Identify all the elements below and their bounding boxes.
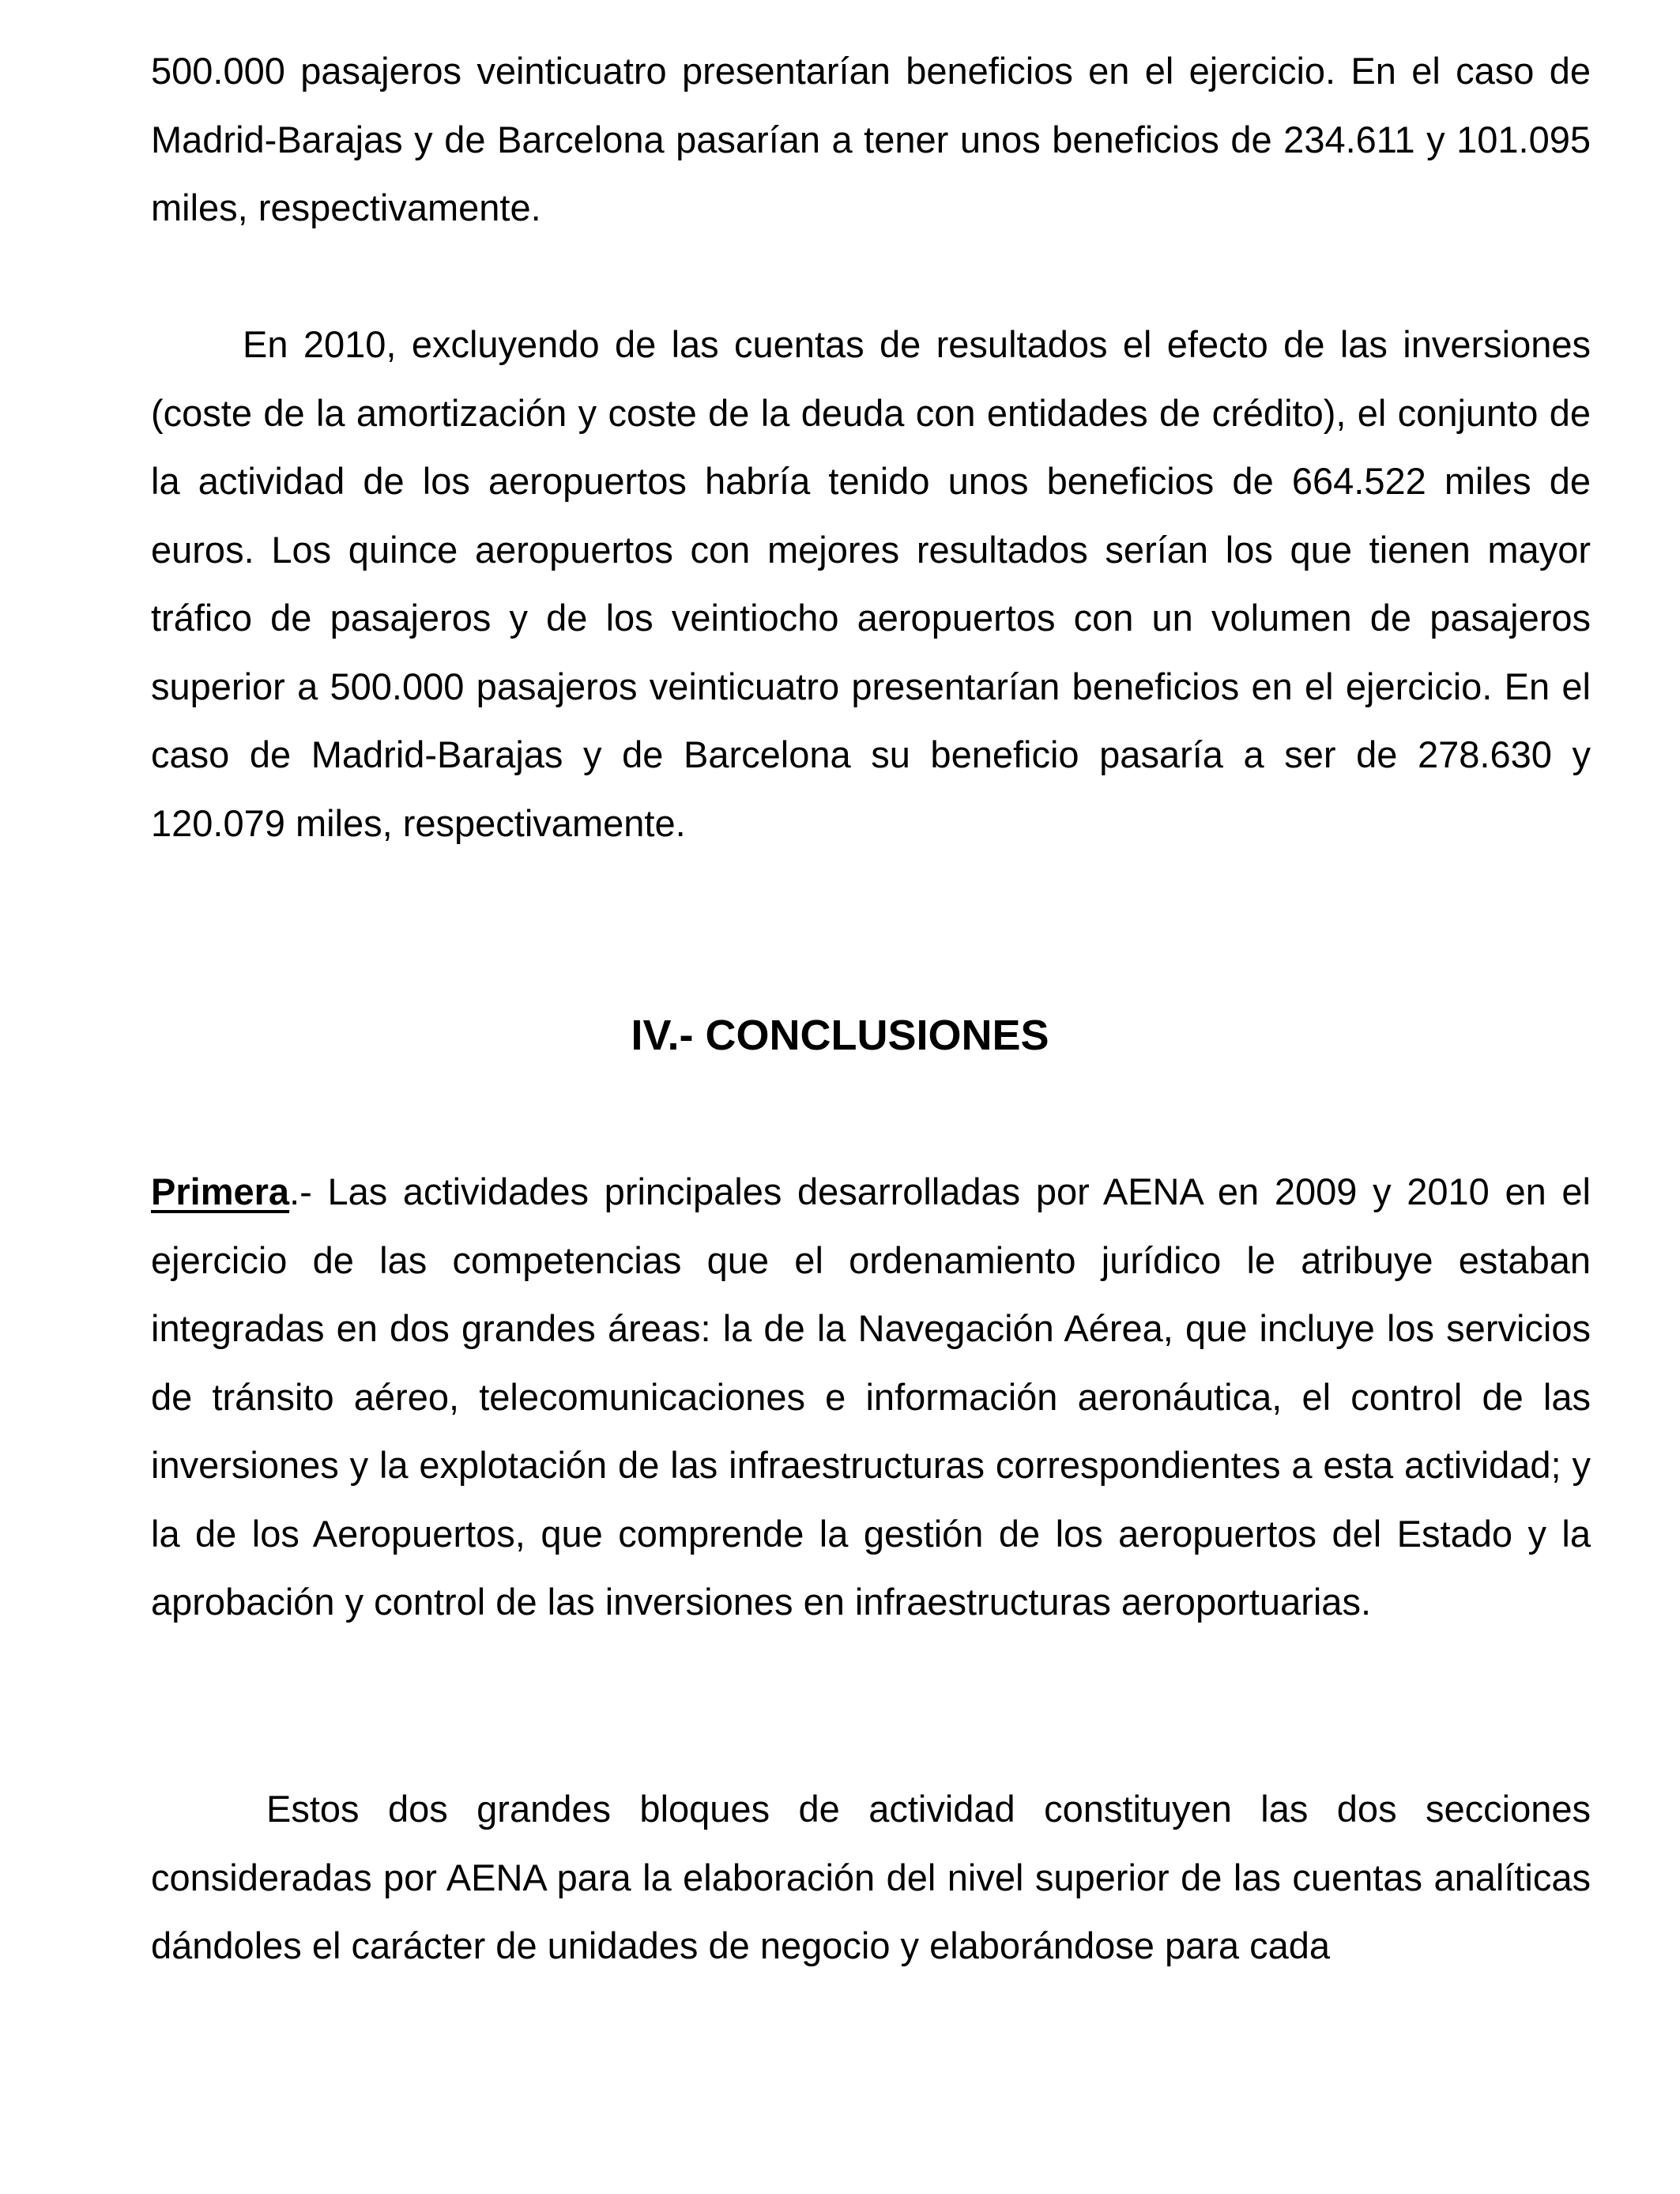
paragraph-continuation: 500.000 pasajeros veinticuatro presentarían beneficios en el ejercicio. En el caso de Madrid-Barajas y de Barcelona pasarían a tener unos beneficios de 234.611 y 101.095 miles, respectivamente. (151, 50, 1591, 228)
paragraph-conclusion-primera (151, 1158, 1591, 1637)
conclusion-lead-label: Primera (151, 1171, 290, 1212)
paragraph-business-units: Estos dos grandes bloques de actividad constituyen las dos secciones consideradas por AENA para la elaboración del nivel superior de las cuentas analíticas dándoles el carácter de unidades de negocio y elaborándose para cada (151, 1788, 1591, 1966)
conclusion-body-text: .- Las actividades principales desarrolladas por AENA en 2009 y 2010 en el ejercicio de las competencias que el ordenamiento jurídico le atribuye estaban integradas en dos grandes áreas: la de la Navegación Aérea, que incluye los servicios de tránsito aéreo, telecomunicaciones e información aeronáutica, el control de las inversiones y la explotación de las infraestructuras correspondientes a esta actividad; y la de los Aeropuertos, que comprende la gestión de los aeropuertos del Estado y la aprobación y control de las inversiones en infraestructuras aeroportuarias. (151, 1171, 1591, 1623)
section-heading: IV.- CONCLUSIONES (631, 1012, 1049, 1059)
paragraph-2010-results: En 2010, excluyendo de las cuentas de resultados el efecto de las inversiones (coste de la amortización y coste de la deuda con entidades de crédito), el conjunto de la actividad de los aeropuertos habría tenido unos beneficios de 664.522 miles de euros. Los quince aeropuertos con mejores resultados serían los que tienen mayor tráfico de pasajeros y de los veintiocho aeropuertos con un volumen de pasajeros superior a 500.000 pasajeros veinticuatro presentarían beneficios en el ejercicio. En el caso de Madrid-Barajas y de Barcelona su beneficio pasaría a ser de 278.630 y 120.079 miles, respectivamente. (151, 323, 1591, 844)
